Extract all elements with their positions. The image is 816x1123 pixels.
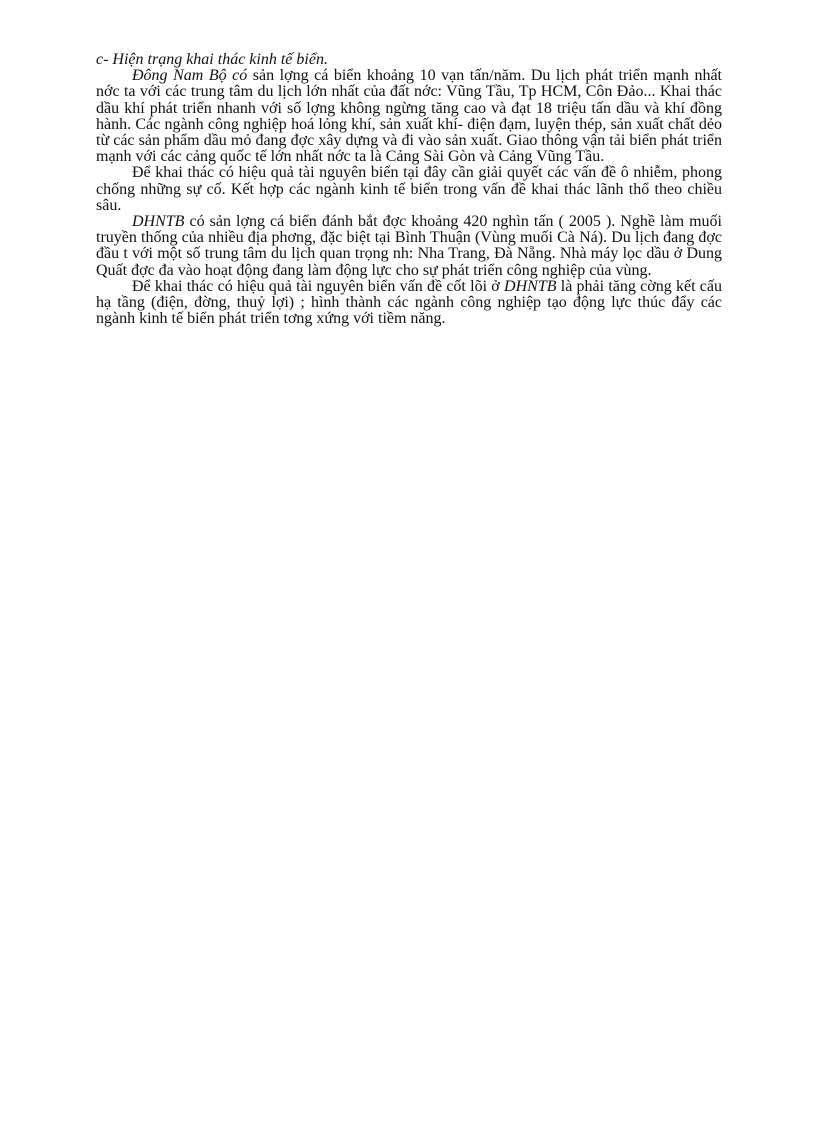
document-page: [96, 52, 722, 327]
paragraph-khai-thac-dhntb: [96, 279, 722, 328]
section-heading: c- Hiện trạng khai thác kinh tế biển.: [96, 51, 328, 68]
paragraph-dong-nam-bo-text: sản lợng cá biển khoảng 10 vạn tấn/năm. Du lịch phát triển mạnh nhất nớc ta với các trung tâm du lịch lớn nhất của đất nớc: Vũng Tầu, Tp HCM, Côn Đảo... Khai thác dầu khí phát triển nhanh với số lợng không ngừng tăng cao và đạt 18 triệu tấn dầu và khí đồng hành. Các ngành công nghiệp hoá lỏng khí, sản xuất khí- điện đạm, luyện thép, sản xuất chất dẻo từ các sản phẩm dầu mỏ đang đợc xây dựng và đi vào sản xuất. Giao thông vận tải biển phát triển mạnh với các cảng quốc tế lớn nhất nớc ta là Cảng Sài Gòn và Cảng Vũng Tầu.: [96, 67, 723, 166]
paragraph-khai-thac-dhntb-text-1: Để khai thác có hiệu quả tài nguyên biển vấn đề cốt lõi ở: [132, 277, 505, 295]
paragraph-khai-thac-dong-nam-bo: Để khai thác có hiệu quả tài nguyên biển tại đây cần giải quyết các vấn đề ô nhiễm, phong chống những sự cố. Kết hợp các ngành kinh tế biển trong vấn đề khai thác lãnh thổ theo chiều sâu.: [96, 164, 722, 214]
region-name-dong-nam-bo: Đông Nam Bộ có: [132, 67, 248, 85]
paragraph-dong-nam-bo: [96, 68, 722, 165]
paragraph-khai-thac-dhntb-text-2: là phải tăng cờng kết cấu hạ tầng (điện, đờng, thuỷ lợi) ; hình thành các ngành công nghiệp tạo động lực thúc đẩy các ngành kinh tế biển phát triển tơng xứng với tiềm năng.: [96, 277, 723, 328]
region-name-dhntb: DHNTB: [132, 213, 185, 231]
paragraph-dhntb-text: có sản lợng cá biển đánh bắt đợc khoảng 420 nghìn tấn ( 2005 ). Nghề làm muối truyền thống của nhiều địa phơng, đặc biệt tại Bình Thuận (Vùng muối Cà Ná). Du lịch đang đợc đầu t với một số trung tâm du lịch quan trọng nh: Nha Trang, Đà Nẵng. Nhà máy lọc dầu ở Dung Quất đợc đa vào hoạt động đang làm động lực cho sự phát triển công nghiệp của vùng.: [96, 213, 722, 279]
paragraph-dhntb: [96, 214, 722, 279]
region-name-dhntb-inline: DHNTB: [504, 277, 557, 295]
